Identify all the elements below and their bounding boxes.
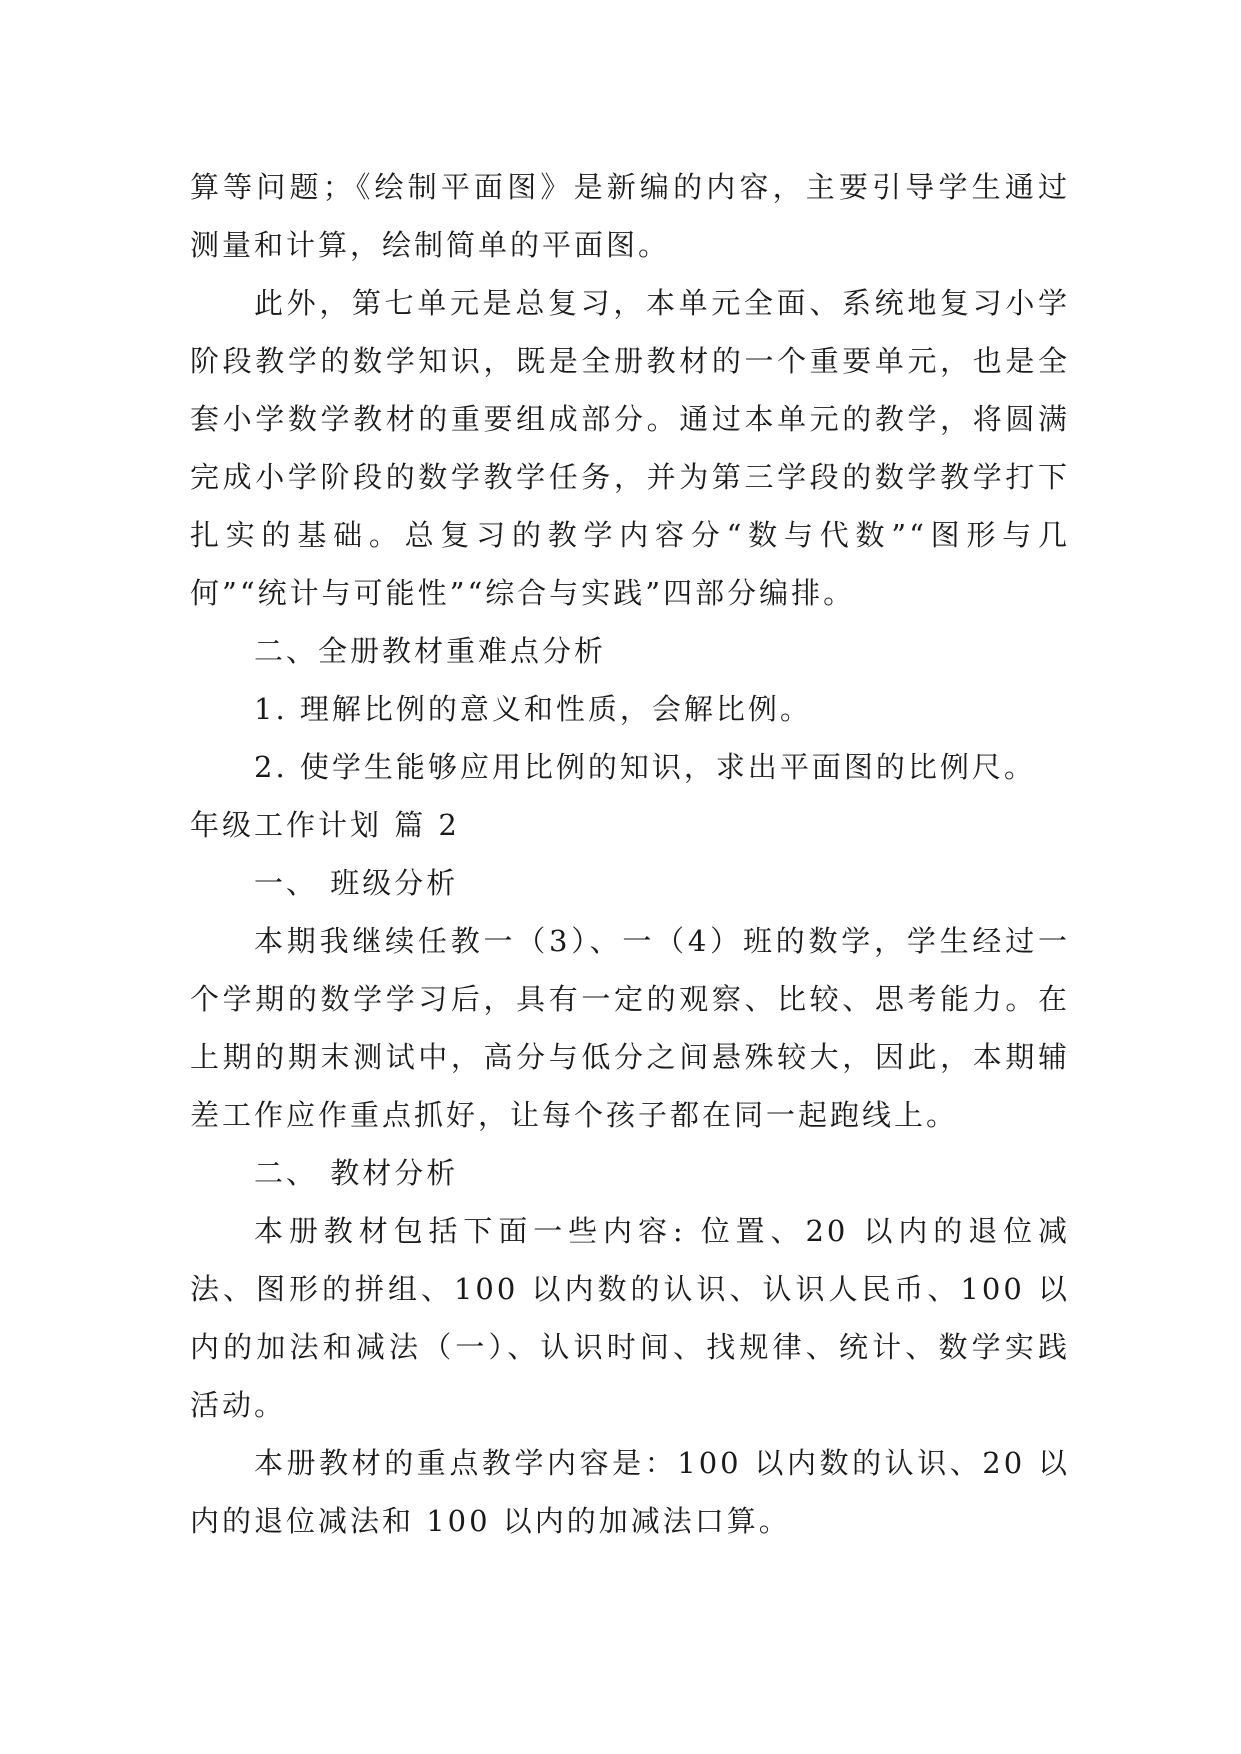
paragraph-1: 算等问题；《绘制平面图》是新编的内容，主要引导学生通过测量和计算，绘制简单的平面图。 bbox=[190, 170, 1070, 262]
list-item-1: 1. 理解比例的意义和性质，会解比例。 bbox=[254, 692, 812, 726]
section-heading-textbook-analysis: 二、 教材分析 bbox=[254, 1156, 459, 1190]
list-item-2: 2. 使学生能够应用比例的知识，求出平面图的比例尺。 bbox=[254, 750, 1036, 784]
section-heading-difficulties: 二、全册教材重难点分析 bbox=[254, 634, 607, 668]
document-body bbox=[190, 158, 1070, 1550]
paragraph-textbook-contents: 本册教材包括下面一些内容: 位置、20 以内的退位减法、图形的拼组、100 以内数的认识、认识人民币、100 以内的加法和减法（一）、认识时间、找规律、统计、数学实践活动。 bbox=[190, 1214, 1070, 1422]
paragraph-class-analysis: 本期我继续任教一（3）、一（4）班的数学，学生经过一个学期的数学学习后，具有一定的观察、比较、思考能力。在上期的期末测试中，高分与低分之间悬殊较大，因此，本期辅差工作应作重点抓好，让每个孩子都在同一起跑线上。 bbox=[190, 924, 1070, 1132]
article-title-part-2: 年级工作计划 篇 2 bbox=[190, 808, 460, 842]
paragraph-2: 此外，第七单元是总复习，本单元全面、系统地复习小学阶段教学的数学知识，既是全册教材的一个重要单元，也是全套小学数学教材的重要组成部分。通过本单元的教学，将圆满完成小学阶段的数学教学任务，并为第三学段的数学教学打下扎实的基础。总复习的教学内容分“数与代数”“图形与几何”“统计与可能性”“综合与实践”四部分编排。 bbox=[190, 286, 1070, 610]
section-heading-class-analysis: 一、 班级分析 bbox=[254, 866, 459, 900]
paragraph-key-content: 本册教材的重点教学内容是：100 以内数的认识、20 以内的退位减法和 100 以内的加减法口算。 bbox=[190, 1446, 1070, 1538]
